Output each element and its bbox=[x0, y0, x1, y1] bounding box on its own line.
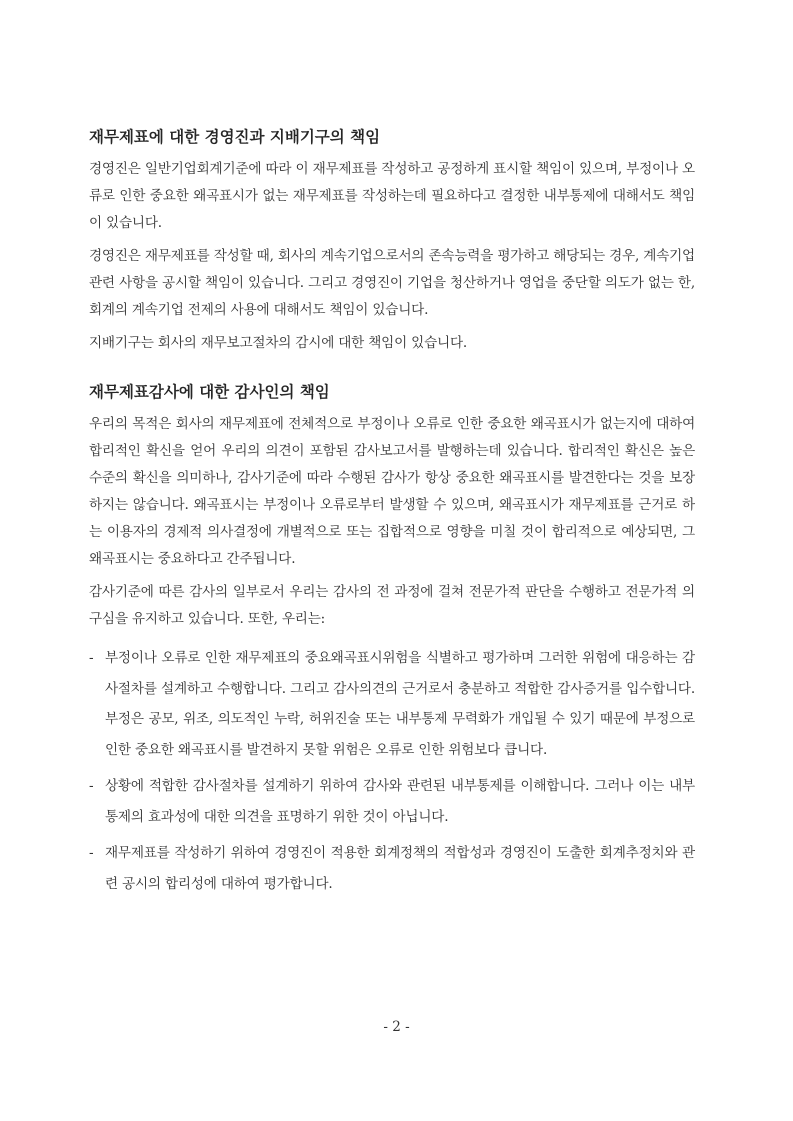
paragraph: 경영진은 재무제표를 작성할 때, 회사의 계속기업으로서의 존속능력을 평가하고 해당되는 경우, 계속기업 관련 사항을 공시할 책임이 있습니다. 그리고 경영진이 기업을 청산하거나 영업을 중단할 의도가 없는 한, 회계의 계속기업 전제의 사용에 대해서도 책임이 있습니다. bbox=[89, 248, 695, 318]
audit-procedures-list bbox=[89, 643, 695, 899]
paragraph: 감사기준에 따른 감사의 일부로서 우리는 감사의 전 과정에 걸쳐 전문가적 판단을 수행하고 전문가적 의구심을 유지하고 있습니다. 또한, 우리는: bbox=[89, 584, 695, 627]
bullet-dash: - bbox=[89, 650, 94, 666]
list-item-text: 상황에 적합한 감사절차를 설계하기 위하여 감사와 관련된 내부통제를 이해합니다. 그러나 이는 내부통제의 효과성에 대한 의견을 표명하기 위한 것이 아닙니다. bbox=[105, 778, 695, 825]
list-item-text: 부정이나 오류로 인한 재무제표의 중요왜곡표시위험을 식별하고 평가하며 그러한 위험에 대응하는 감사절차를 설계하고 수행합니다. 그리고 감사의견의 근거로서 충분하고 적합한 감사증거를 입수합니다. 부정은 공모, 위조, 의도적인 누락, 허위진술 또는 내부통제 무력화가 개입될 수 있기 때문에 부정으로 인한 중요한 왜곡표시를 발견하지 못할 위험은 오류로 인한 위험보다 큽니다. bbox=[105, 650, 695, 758]
paragraph: 우리의 목적은 회사의 재무제표에 전체적으로 부정이나 오류로 인한 중요한 왜곡표시가 없는지에 대하여 합리적인 확신을 얻어 우리의 의견이 포함된 감사보고서를 발행하는데 있습니다. 합리적인 확신은 높은 수준의 확신을 의미하나, 감사기준에 따라 수행된 감사가 항상 중요한 왜곡표시를 발견한다는 것을 보장하지는 않습니다. 왜곡표시는 부정이나 오류로부터 발생할 수 있으며, 왜곡표시가 재무제표를 근거로 하는 이용자의 경제적 의사결정에 개별적으로 또는 집합적으로 영향을 미칠 것이 합리적으로 예상되면, 그 왜곡표시는 중요하다고 간주됩니다. bbox=[89, 416, 695, 567]
bullet-dash: - bbox=[89, 778, 94, 794]
section-heading-auditor-responsibility: 재무제표감사에 대한 감사인의 책임 bbox=[89, 383, 330, 401]
page-number: - 2 - bbox=[383, 1019, 410, 1035]
paragraph: 지배기구는 회사의 재무보고절차의 감시에 대한 책임이 있습니다. bbox=[89, 335, 467, 351]
list-item bbox=[89, 643, 695, 765]
paragraph: 경영진은 일반기업회계기준에 따라 이 재무제표를 작성하고 공정하게 표시할 책임이 있으며, 부정이나 오류로 인한 중요한 왜곡표시가 없는 재무제표를 작성하는데 필요하다고 결정한 내부통제에 대해서도 책임이 있습니다. bbox=[89, 161, 695, 231]
list-item bbox=[89, 771, 695, 832]
list-item bbox=[89, 838, 695, 899]
section-heading-management-responsibility: 재무제표에 대한 경영진과 지배기구의 책임 bbox=[89, 128, 381, 146]
bullet-dash: - bbox=[89, 845, 94, 861]
document-body bbox=[89, 124, 695, 905]
list-item-text: 재무제표를 작성하기 위하여 경영진이 적용한 회계정책의 적합성과 경영진이 도출한 회계추정치와 관련 공시의 합리성에 대하여 평가합니다. bbox=[105, 845, 695, 892]
